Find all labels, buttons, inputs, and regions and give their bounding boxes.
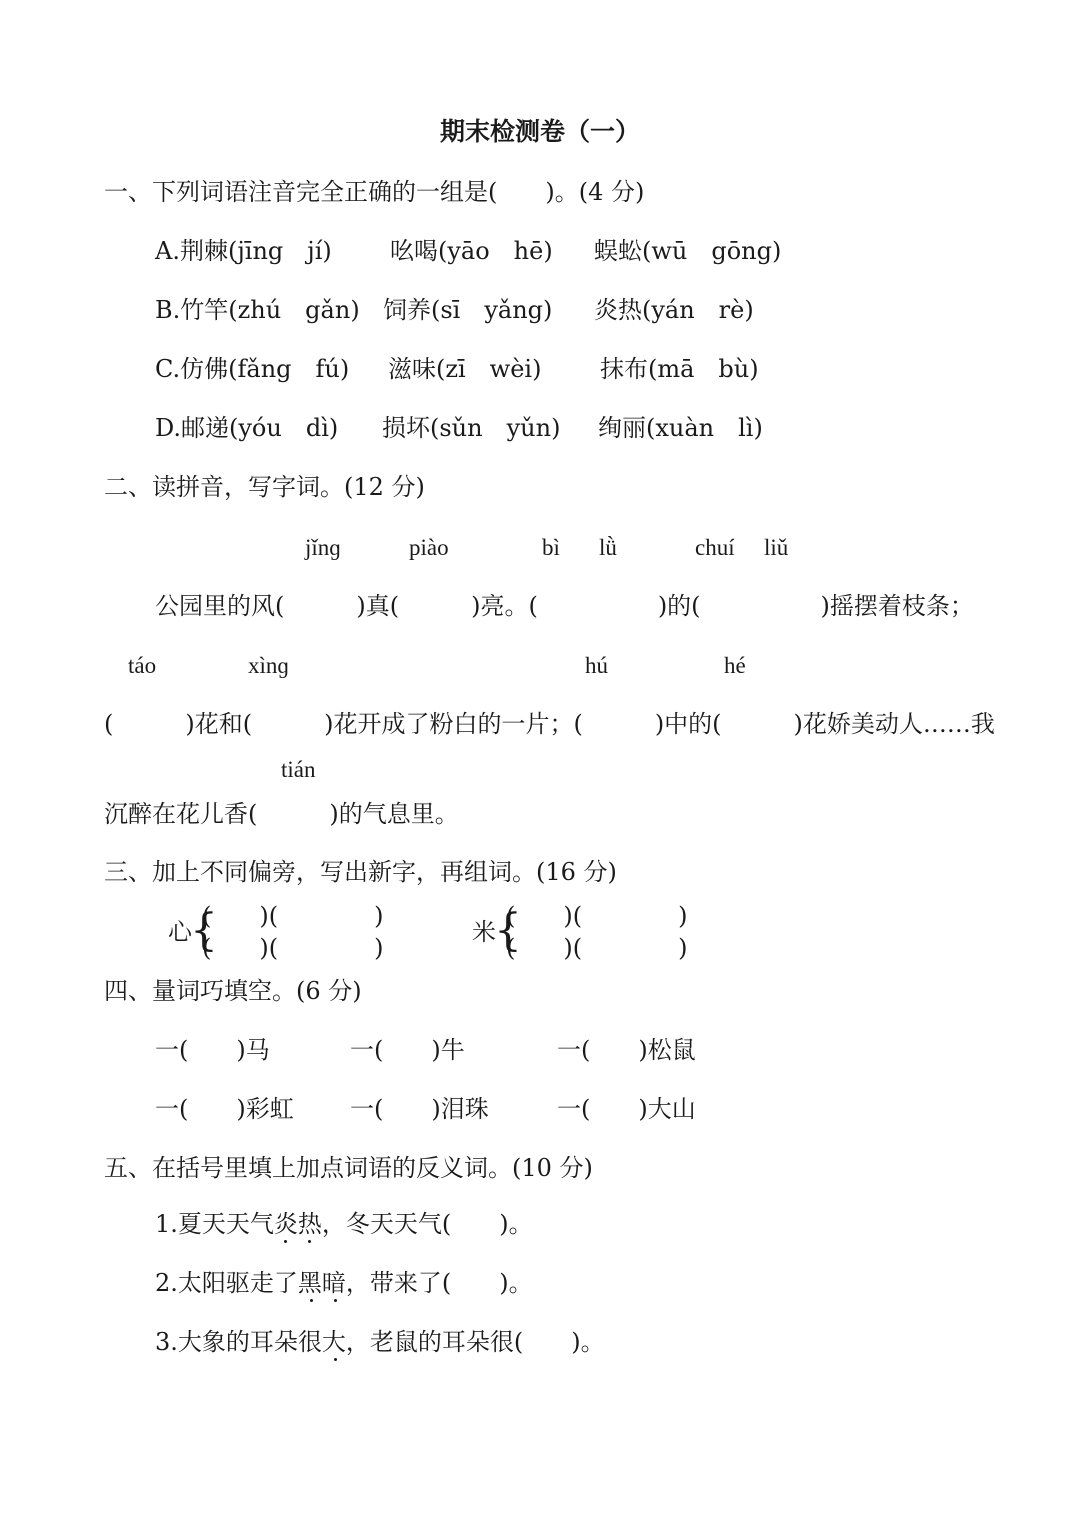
emphasis-dot xyxy=(308,1240,311,1243)
q1-heading: 一、下列词语注音完全正确的一组是( )。(4 分) xyxy=(104,178,645,206)
pinyin: hú xyxy=(585,653,608,678)
page-title: 期末检测卷（一） xyxy=(440,117,641,146)
q1-option-a-3: 蜈蚣(wū gōng) xyxy=(594,237,782,265)
q1-option-a-1: A.荆棘(jīng jí) xyxy=(155,237,332,265)
pinyin: jǐnɡ xyxy=(305,535,341,560)
emphasis-dot xyxy=(334,1358,337,1361)
q1-option-b-1: B.竹竿(zhú gǎn) xyxy=(155,296,360,324)
q1-option-d-1: D.邮递(yóu dì) xyxy=(155,414,339,442)
radical-char: 米 xyxy=(472,918,496,946)
left-brace-icon: { xyxy=(190,905,218,956)
q2-sentence-line: ( )花和( )花开成了粉白的一片；( )中的( )花娇美动人……我 xyxy=(104,710,995,738)
measure-word-item: 一( )牛 xyxy=(350,1036,465,1064)
q5-heading: 五、在括号里填上加点词语的反义词。(10 分) xyxy=(104,1154,593,1182)
q5-item: 3.大象的耳朵很大，老鼠的耳朵很( )。 xyxy=(155,1328,605,1356)
q1-option-c-2: 滋味(zī wèi) xyxy=(388,355,542,383)
q5-item: 1.夏天天气炎热，冬天天气( )。 xyxy=(155,1210,533,1238)
q1-option-d-2: 损坏(sǔn yǔn) xyxy=(382,414,561,442)
blank-row: ( )( ) xyxy=(202,934,384,962)
measure-word-item: 一( )大山 xyxy=(557,1095,696,1123)
pinyin: liǔ xyxy=(764,535,789,560)
q5-item: 2.太阳驱走了黑暗，带来了( )。 xyxy=(155,1269,533,1297)
q3-heading: 三、加上不同偏旁，写出新字，再组词。(16 分) xyxy=(104,858,617,886)
measure-word-item: 一( )松鼠 xyxy=(557,1036,696,1064)
q1-option-c-1: C.仿佛(fǎng fú) xyxy=(155,355,350,383)
q1-option-b-3: 炎热(yán rè) xyxy=(594,296,754,324)
emphasis-dot xyxy=(284,1240,287,1243)
radical-char: 心 xyxy=(168,918,192,946)
left-brace-icon: { xyxy=(494,905,522,956)
pinyin: tián xyxy=(281,757,316,782)
q2-heading: 二、读拼音，写字词。(12 分) xyxy=(104,473,425,501)
q1-option-c-3: 抹布(mā bù) xyxy=(600,355,759,383)
blank-row: ( )( ) xyxy=(506,934,688,962)
measure-word-item: 一( )彩虹 xyxy=(155,1095,294,1123)
pinyin: lǜ xyxy=(599,535,617,560)
q1-option-d-3: 绚丽(xuàn lì) xyxy=(598,414,763,442)
q2-sentence-line: 公园里的风( )真( )亮。( )的( )摇摆着枝条； xyxy=(155,592,974,620)
emphasis-dot xyxy=(310,1299,313,1302)
pinyin: bì xyxy=(542,535,560,560)
pinyin: xìnɡ xyxy=(248,653,289,678)
q2-sentence-line: 沉醉在花儿香( )的气息里。 xyxy=(104,800,459,828)
pinyin: chuí xyxy=(695,535,735,560)
emphasis-dot xyxy=(334,1299,337,1302)
measure-word-item: 一( )马 xyxy=(155,1036,270,1064)
q1-option-a-2: 吆喝(yāo hē) xyxy=(390,237,553,265)
measure-word-item: 一( )泪珠 xyxy=(350,1095,489,1123)
pinyin: táo xyxy=(128,653,157,678)
pinyin: piào xyxy=(409,535,449,560)
q1-option-b-2: 饲养(sī yǎng) xyxy=(383,296,553,324)
blank-row: ( )( ) xyxy=(506,902,688,930)
q4-heading: 四、量词巧填空。(6 分) xyxy=(104,977,362,1005)
pinyin: hé xyxy=(724,653,746,678)
blank-row: ( )( ) xyxy=(202,902,384,930)
